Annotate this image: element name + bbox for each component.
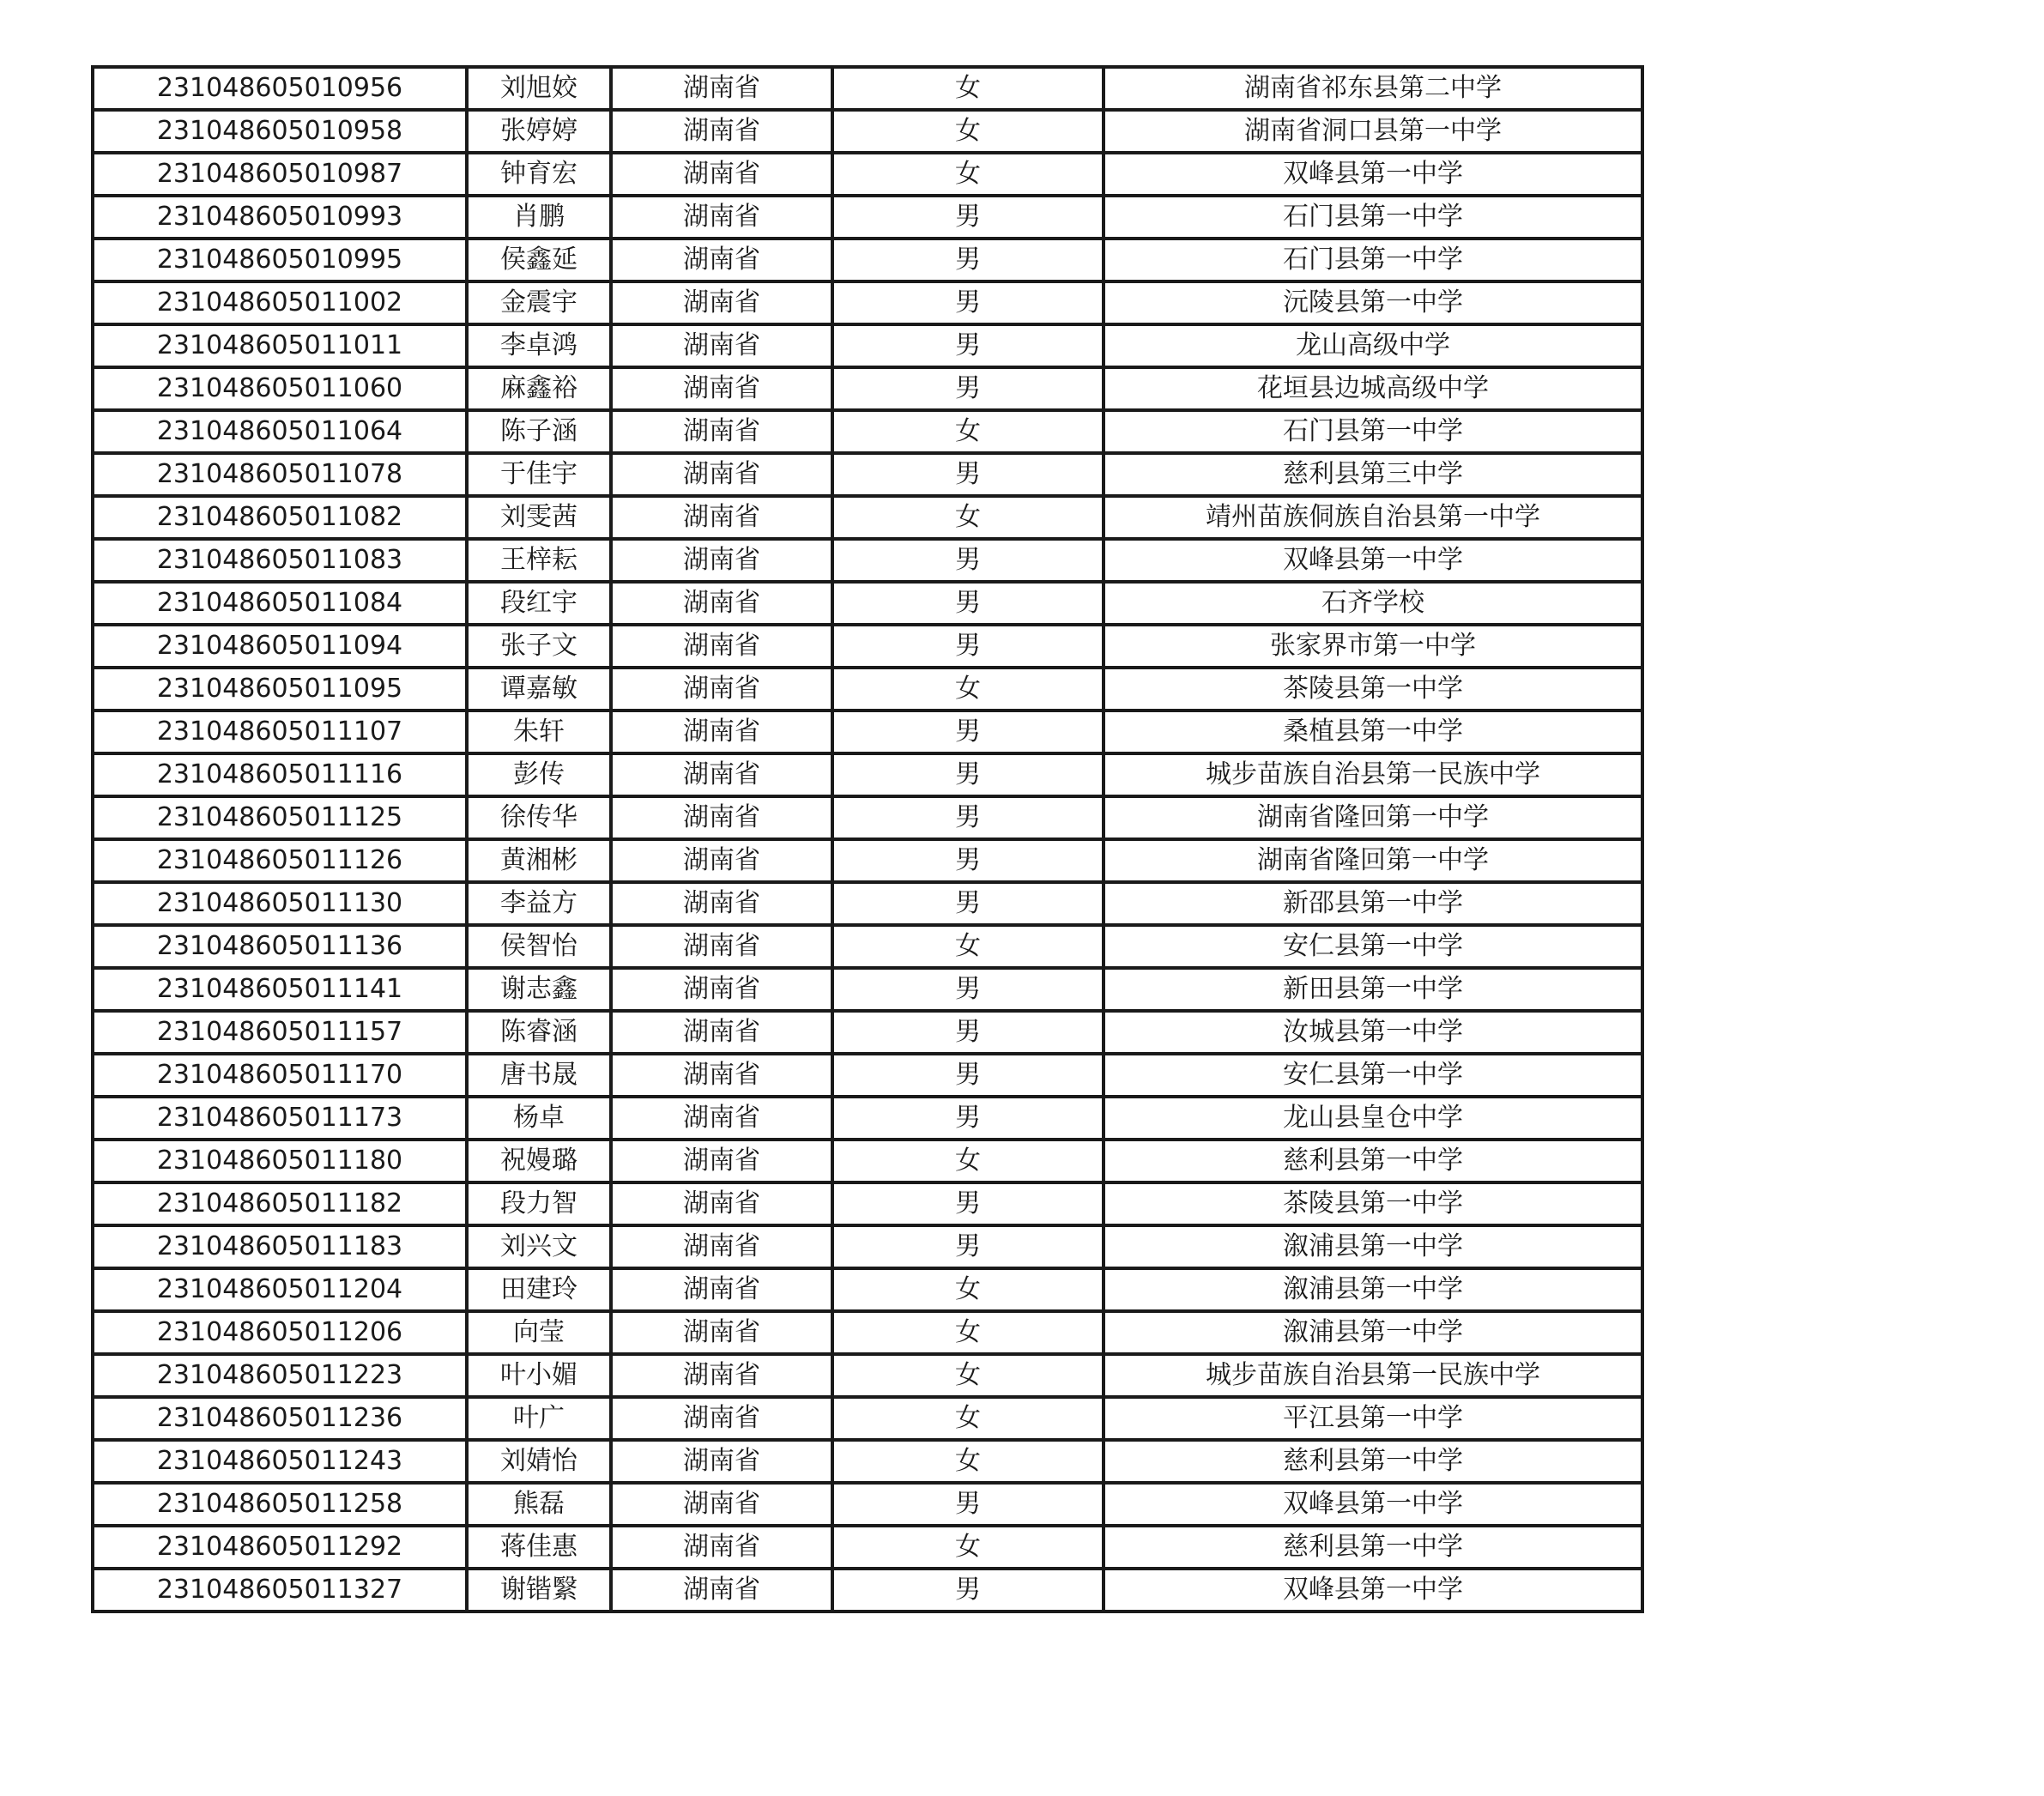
gender-cell: 男 [832,753,1104,796]
student-name-cell: 祝嫚璐 [467,1140,611,1182]
school-cell: 溆浦县第一中学 [1104,1225,1642,1268]
table-row [93,882,1642,925]
province-cell: 湖南省 [611,1011,832,1054]
student-name-cell: 侯智怡 [467,925,611,968]
exam-id-cell: 231048605011116 [93,753,467,796]
exam-id-cell: 231048605010956 [93,67,467,110]
exam-id-cell: 231048605011206 [93,1311,467,1354]
gender-cell: 男 [832,324,1104,367]
gender-cell: 男 [832,1225,1104,1268]
exam-id-cell: 231048605011130 [93,882,467,925]
student-name-cell: 刘兴文 [467,1225,611,1268]
school-cell: 沅陵县第一中学 [1104,281,1642,324]
province-cell: 湖南省 [611,67,832,110]
exam-id-cell: 231048605011095 [93,668,467,711]
school-cell: 龙山县皇仓中学 [1104,1097,1642,1140]
exam-id-cell: 231048605010995 [93,239,467,281]
student-name-cell: 向莹 [467,1311,611,1354]
school-cell: 湖南省隆回第一中学 [1104,839,1642,882]
student-name-cell: 叶广 [467,1397,611,1440]
exam-id-cell: 231048605011082 [93,496,467,539]
student-name-cell: 刘婧怡 [467,1440,611,1483]
province-cell: 湖南省 [611,1054,832,1097]
gender-cell: 男 [832,839,1104,882]
student-name-cell: 李益方 [467,882,611,925]
exam-id-cell: 231048605011084 [93,582,467,625]
table-row [93,239,1642,281]
province-cell: 湖南省 [611,110,832,153]
gender-cell: 男 [832,1483,1104,1526]
province-cell: 湖南省 [611,1225,832,1268]
province-cell: 湖南省 [611,796,832,839]
school-cell: 茶陵县第一中学 [1104,1182,1642,1225]
table-row [93,968,1642,1011]
gender-cell: 女 [832,496,1104,539]
province-cell: 湖南省 [611,1526,832,1569]
gender-cell: 女 [832,925,1104,968]
table-row [93,1526,1642,1569]
student-name-cell: 刘雯茜 [467,496,611,539]
province-cell: 湖南省 [611,839,832,882]
table-row [93,1140,1642,1182]
exam-id-cell: 231048605011064 [93,410,467,453]
school-cell: 新田县第一中学 [1104,968,1642,1011]
student-name-cell: 金震宇 [467,281,611,324]
school-cell: 石门县第一中学 [1104,239,1642,281]
school-cell: 慈利县第一中学 [1104,1526,1642,1569]
school-cell: 湖南省祁东县第二中学 [1104,67,1642,110]
school-cell: 双峰县第一中学 [1104,1483,1642,1526]
gender-cell: 男 [832,539,1104,582]
table-row [93,582,1642,625]
province-cell: 湖南省 [611,453,832,496]
exam-id-cell: 231048605011292 [93,1526,467,1569]
school-cell: 花垣县边城高级中学 [1104,367,1642,410]
province-cell: 湖南省 [611,367,832,410]
gender-cell: 女 [832,410,1104,453]
student-name-cell: 侯鑫延 [467,239,611,281]
roster-body [93,67,1642,1612]
student-name-cell: 杨卓 [467,1097,611,1140]
table-row [93,67,1642,110]
school-cell: 石门县第一中学 [1104,410,1642,453]
school-cell: 安仁县第一中学 [1104,925,1642,968]
province-cell: 湖南省 [611,1097,832,1140]
table-row [93,1182,1642,1225]
student-name-cell: 熊磊 [467,1483,611,1526]
gender-cell: 男 [832,1011,1104,1054]
school-cell: 靖州苗族侗族自治县第一中学 [1104,496,1642,539]
gender-cell: 男 [832,239,1104,281]
gender-cell: 女 [832,1397,1104,1440]
gender-cell: 女 [832,1140,1104,1182]
table-row [93,796,1642,839]
gender-cell: 男 [832,882,1104,925]
province-cell: 湖南省 [611,753,832,796]
student-name-cell: 刘旭姣 [467,67,611,110]
exam-id-cell: 231048605011243 [93,1440,467,1483]
student-name-cell: 叶小媚 [467,1354,611,1397]
table-row [93,839,1642,882]
province-cell: 湖南省 [611,711,832,753]
exam-id-cell: 231048605011002 [93,281,467,324]
gender-cell: 女 [832,668,1104,711]
table-row [93,668,1642,711]
table-row [93,1054,1642,1097]
table-row [93,153,1642,196]
exam-id-cell: 231048605011083 [93,539,467,582]
student-name-cell: 彭传 [467,753,611,796]
exam-id-cell: 231048605011223 [93,1354,467,1397]
student-name-cell: 田建玲 [467,1268,611,1311]
student-name-cell: 于佳宇 [467,453,611,496]
exam-id-cell: 231048605011136 [93,925,467,968]
table-row [93,1311,1642,1354]
student-name-cell: 钟育宏 [467,153,611,196]
table-row [93,1569,1642,1612]
province-cell: 湖南省 [611,153,832,196]
table-row [93,711,1642,753]
province-cell: 湖南省 [611,1311,832,1354]
exam-id-cell: 231048605011182 [93,1182,467,1225]
gender-cell: 男 [832,1182,1104,1225]
province-cell: 湖南省 [611,281,832,324]
province-cell: 湖南省 [611,1483,832,1526]
gender-cell: 女 [832,1526,1104,1569]
exam-id-cell: 231048605011078 [93,453,467,496]
exam-id-cell: 231048605010987 [93,153,467,196]
exam-id-cell: 231048605011204 [93,1268,467,1311]
exam-id-cell: 231048605010993 [93,196,467,239]
province-cell: 湖南省 [611,968,832,1011]
gender-cell: 男 [832,453,1104,496]
school-cell: 新邵县第一中学 [1104,882,1642,925]
school-cell: 城步苗族自治县第一民族中学 [1104,1354,1642,1397]
student-name-cell: 王梓耘 [467,539,611,582]
student-name-cell: 唐书晟 [467,1054,611,1097]
table-row [93,539,1642,582]
table-row [93,753,1642,796]
province-cell: 湖南省 [611,925,832,968]
exam-id-cell: 231048605011125 [93,796,467,839]
student-name-cell: 徐传华 [467,796,611,839]
table-row [93,367,1642,410]
province-cell: 湖南省 [611,1140,832,1182]
student-name-cell: 段力智 [467,1182,611,1225]
school-cell: 茶陵县第一中学 [1104,668,1642,711]
exam-id-cell: 231048605011236 [93,1397,467,1440]
exam-id-cell: 231048605011141 [93,968,467,1011]
exam-id-cell: 231048605011173 [93,1097,467,1140]
school-cell: 张家界市第一中学 [1104,625,1642,668]
student-name-cell: 张婷婷 [467,110,611,153]
province-cell: 湖南省 [611,324,832,367]
table-row [93,1011,1642,1054]
table-row [93,281,1642,324]
province-cell: 湖南省 [611,1354,832,1397]
province-cell: 湖南省 [611,882,832,925]
student-name-cell: 段红宇 [467,582,611,625]
table-row [93,496,1642,539]
gender-cell: 男 [832,582,1104,625]
province-cell: 湖南省 [611,1182,832,1225]
school-cell: 安仁县第一中学 [1104,1054,1642,1097]
gender-cell: 男 [832,1569,1104,1612]
province-cell: 湖南省 [611,582,832,625]
gender-cell: 女 [832,110,1104,153]
province-cell: 湖南省 [611,668,832,711]
student-name-cell: 张子文 [467,625,611,668]
gender-cell: 女 [832,1354,1104,1397]
province-cell: 湖南省 [611,1397,832,1440]
gender-cell: 女 [832,67,1104,110]
province-cell: 湖南省 [611,496,832,539]
gender-cell: 男 [832,196,1104,239]
exam-id-cell: 231048605011126 [93,839,467,882]
province-cell: 湖南省 [611,1569,832,1612]
exam-id-cell: 231048605011060 [93,367,467,410]
province-cell: 湖南省 [611,196,832,239]
school-cell: 双峰县第一中学 [1104,1569,1642,1612]
province-cell: 湖南省 [611,1440,832,1483]
gender-cell: 女 [832,1440,1104,1483]
table-row [93,625,1642,668]
school-cell: 溆浦县第一中学 [1104,1268,1642,1311]
table-row [93,196,1642,239]
student-name-cell: 陈子涵 [467,410,611,453]
student-name-cell: 谭嘉敏 [467,668,611,711]
school-cell: 湖南省隆回第一中学 [1104,796,1642,839]
exam-id-cell: 231048605011258 [93,1483,467,1526]
student-name-cell: 谢志鑫 [467,968,611,1011]
exam-id-cell: 231048605011170 [93,1054,467,1097]
gender-cell: 男 [832,796,1104,839]
school-cell: 慈利县第三中学 [1104,453,1642,496]
school-cell: 慈利县第一中学 [1104,1440,1642,1483]
student-name-cell: 谢锴繄 [467,1569,611,1612]
exam-id-cell: 231048605010958 [93,110,467,153]
gender-cell: 男 [832,625,1104,668]
school-cell: 湖南省洞口县第一中学 [1104,110,1642,153]
student-name-cell: 李卓鸿 [467,324,611,367]
gender-cell: 男 [832,1054,1104,1097]
exam-id-cell: 231048605011157 [93,1011,467,1054]
school-cell: 平江县第一中学 [1104,1397,1642,1440]
student-name-cell: 陈睿涵 [467,1011,611,1054]
province-cell: 湖南省 [611,625,832,668]
table-row [93,453,1642,496]
school-cell: 慈利县第一中学 [1104,1140,1642,1182]
student-name-cell: 蒋佳惠 [467,1526,611,1569]
gender-cell: 男 [832,968,1104,1011]
gender-cell: 男 [832,367,1104,410]
table-row [93,1268,1642,1311]
exam-id-cell: 231048605011094 [93,625,467,668]
student-roster-table [91,65,1644,1613]
school-cell: 龙山高级中学 [1104,324,1642,367]
school-cell: 溆浦县第一中学 [1104,1311,1642,1354]
gender-cell: 女 [832,153,1104,196]
exam-id-cell: 231048605011011 [93,324,467,367]
table-row [93,1483,1642,1526]
school-cell: 双峰县第一中学 [1104,539,1642,582]
school-cell: 石齐学校 [1104,582,1642,625]
school-cell: 桑植县第一中学 [1104,711,1642,753]
province-cell: 湖南省 [611,539,832,582]
table-row [93,110,1642,153]
exam-id-cell: 231048605011180 [93,1140,467,1182]
gender-cell: 男 [832,1097,1104,1140]
table-row [93,410,1642,453]
exam-id-cell: 231048605011183 [93,1225,467,1268]
gender-cell: 女 [832,1311,1104,1354]
exam-id-cell: 231048605011327 [93,1569,467,1612]
gender-cell: 男 [832,281,1104,324]
exam-id-cell: 231048605011107 [93,711,467,753]
gender-cell: 男 [832,711,1104,753]
province-cell: 湖南省 [611,239,832,281]
province-cell: 湖南省 [611,1268,832,1311]
table-row [93,925,1642,968]
student-name-cell: 黄湘彬 [467,839,611,882]
table-row [93,1354,1642,1397]
table-row [93,1097,1642,1140]
student-name-cell: 麻鑫裕 [467,367,611,410]
student-name-cell: 肖鹏 [467,196,611,239]
school-cell: 城步苗族自治县第一民族中学 [1104,753,1642,796]
student-name-cell: 朱轩 [467,711,611,753]
table-row [93,1440,1642,1483]
school-cell: 石门县第一中学 [1104,196,1642,239]
gender-cell: 女 [832,1268,1104,1311]
school-cell: 双峰县第一中学 [1104,153,1642,196]
province-cell: 湖南省 [611,410,832,453]
table-row [93,1397,1642,1440]
table-row [93,1225,1642,1268]
school-cell: 汝城县第一中学 [1104,1011,1642,1054]
table-row [93,324,1642,367]
